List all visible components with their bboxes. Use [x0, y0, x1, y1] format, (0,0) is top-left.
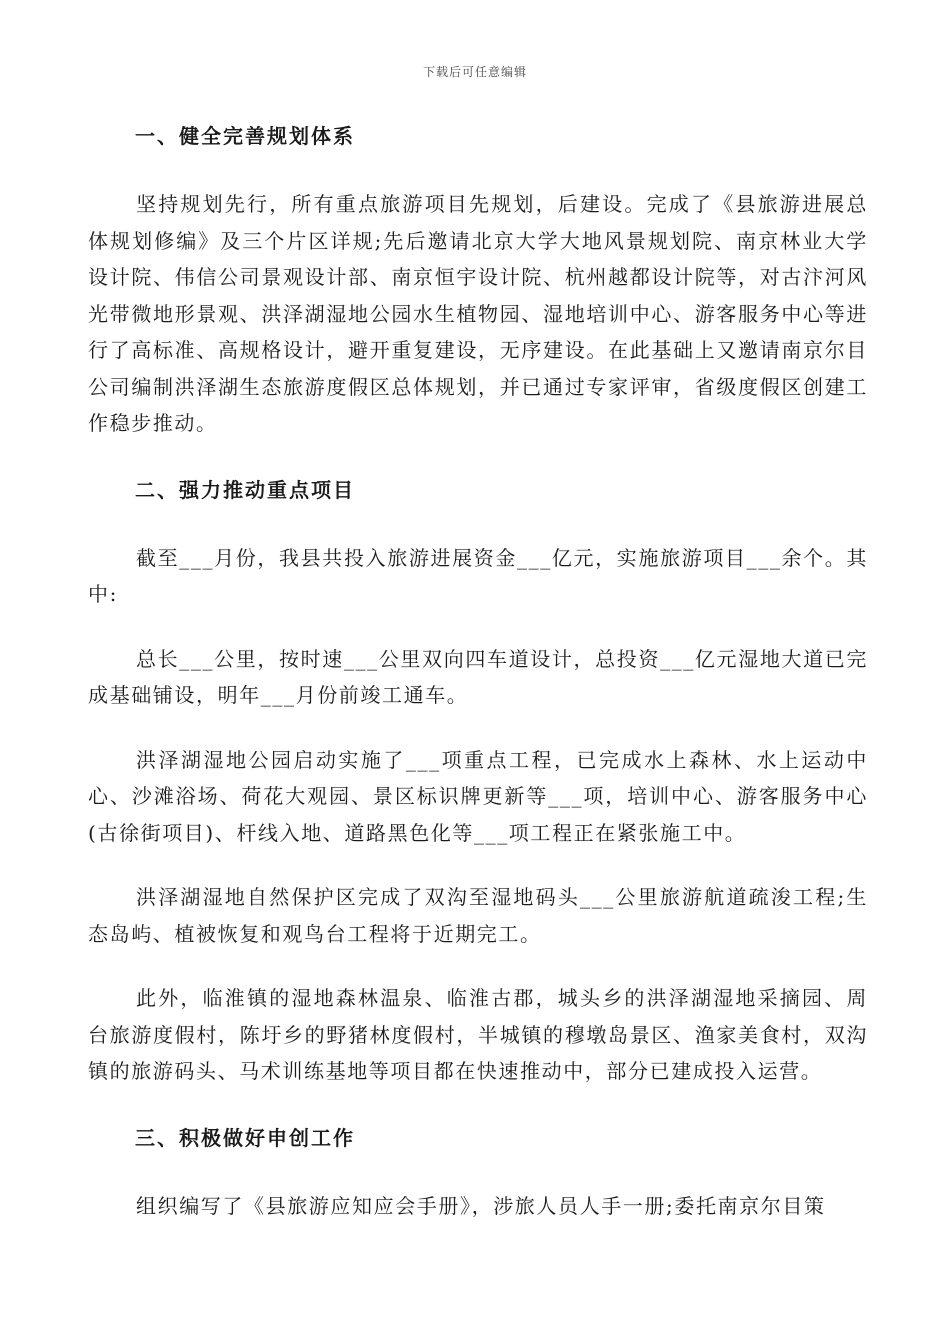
page-header: 下载后可任意编辑: [422, 65, 527, 79]
section-1-paragraph-1: 坚持规划先行，所有重点旅游项目先规划，后建设。完成了《县旅游进展总体规划修编》及三个片区详规;先后邀请北京大学大地风景规划院、南京林业大学设计院、伟信公司景观设计部、南京恒宇设计院、杭州越都设计院等，对古汴河风光带微地形景观、洪泽湖湿地公园水生植物园、湿地培训中心、游客服务中心等进行了高标准、高规格设计，避开重复建设，无序建设。在此基础上又邀请南京尔目公司编制洪泽湖生态旅游度假区总体规划，并已通过专家评审，省级度假区创建工作稳步推动。: [88, 192, 868, 435]
section-2-paragraph-3: 洪泽湖湿地公园启动实施了___项重点工程，已完成水上森林、水上运动中心、沙滩浴场、荷花大观园、景区标识牌更新等___项，培训中心、游客服务中心(古徐街项目)、杆线入地、道路黑色化等___项工程正在紧张施工中。: [88, 747, 868, 845]
section-2-paragraph-4: 洪泽湖湿地自然保护区完成了双沟至湿地码头___公里旅游航道疏浚工程;生态岛屿、植被恢复和观鸟台工程将于近期完工。: [88, 885, 868, 946]
section-heading-2: 二、强力推动重点项目: [135, 477, 355, 502]
section-heading-1: 一、健全完善规划体系: [135, 124, 355, 148]
section-2-paragraph-1: 截至___月份，我县共投入旅游进展资金___亿元，实施旅游项目___余个。其中:: [88, 545, 868, 606]
section-2-paragraph-5: 此外，临淮镇的湿地森林温泉、临淮古郡，城头乡的洪泽湖湿地采摘园、周台旅游度假村，陈圩乡的野猪林度假村，半城镇的穆墩岛景区、渔家美食村，双沟镇的旅游码头、马术训练基地等项目都在快速推动中，部分已建成投入运营。: [88, 986, 868, 1083]
section-2-paragraph-2: 总长___公里，按时速___公里双向四车道设计，总投资___亿元湿地大道已完成基础铺设，明年___月份前竣工通车。: [88, 646, 868, 707]
section-3-paragraph-1: 组织编写了《县旅游应知应会手册》，涉旅人员人手一册;委托南京尔目策: [136, 1193, 826, 1218]
document-body: [88, 118, 868, 1224]
section-heading-3: 三、积极做好申创工作: [135, 1125, 355, 1150]
